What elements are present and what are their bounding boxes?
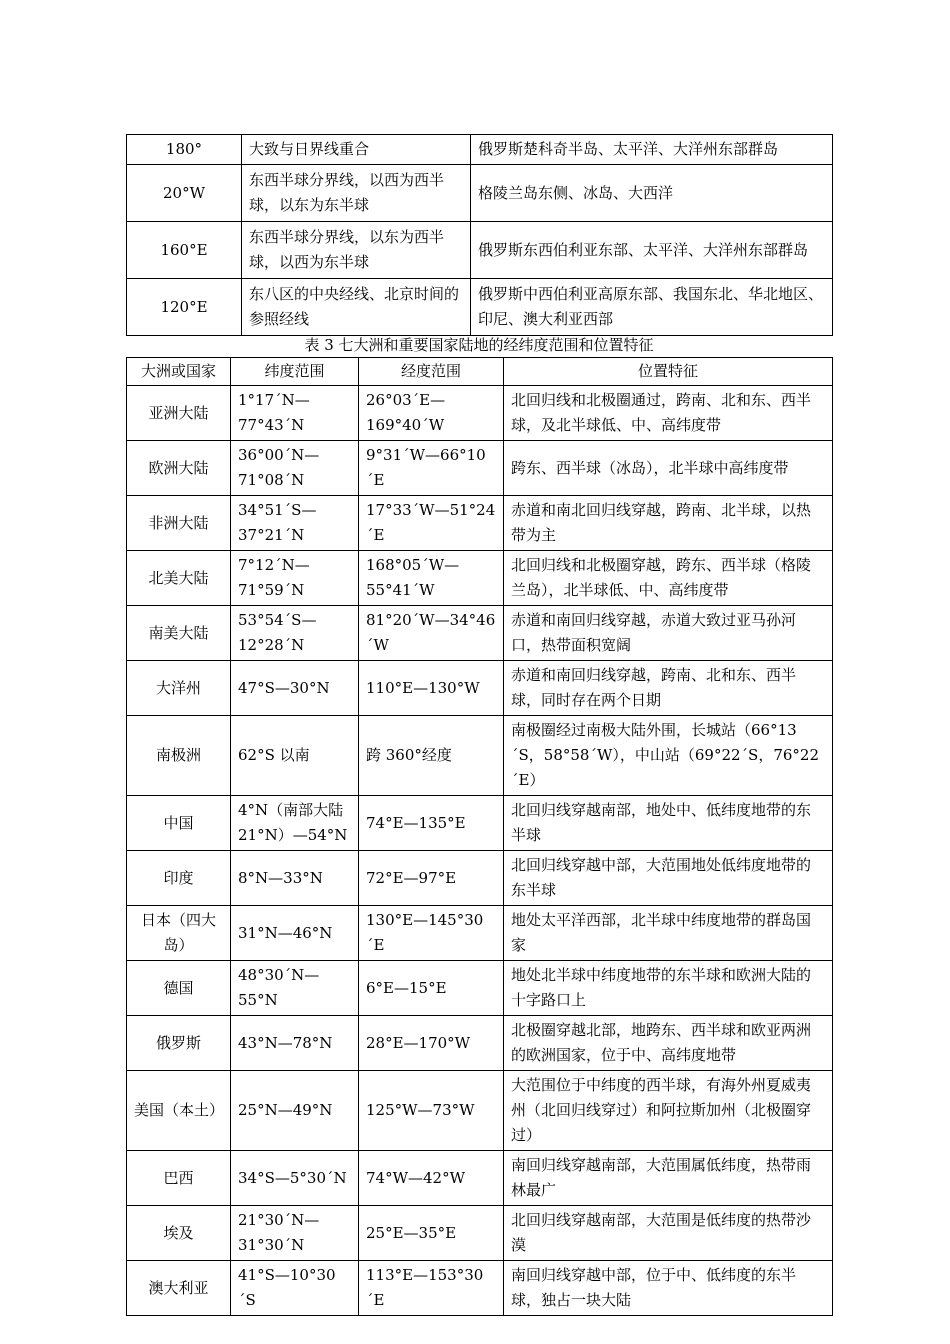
regions-cell: 格陵兰岛东侧、冰岛、大西洋 xyxy=(471,165,833,222)
feature-cell: 北回归线穿越南部，大范围是低纬度的热带沙漠 xyxy=(504,1206,833,1261)
feature-cell: 大范围位于中纬度的西半球，有海外州夏威夷州（北回归线穿过）和阿拉斯加州（北极圈穿过） xyxy=(504,1071,833,1151)
latitude-cell: 8°N—33°N xyxy=(231,851,359,906)
feature-cell: 赤道和南回归线穿越，赤道大致过亚马孙河口，热带面积宽阔 xyxy=(504,606,833,661)
header-latitude: 纬度范围 xyxy=(231,358,359,386)
feature-cell: 赤道和南回归线穿越，跨南、北和东、西半球，同时存在两个日期 xyxy=(504,661,833,716)
table-row xyxy=(127,1261,833,1316)
longitude-cell: 110°E—130°W xyxy=(359,661,504,716)
latitude-cell: 48°30´N—55°N xyxy=(231,961,359,1016)
name-cell: 埃及 xyxy=(127,1206,231,1261)
header-name: 大洲或国家 xyxy=(127,358,231,386)
longitude-cell: 74°W—42°W xyxy=(359,1151,504,1206)
table-row xyxy=(127,496,833,551)
meaning-cell: 东西半球分界线，以西为西半球，以东为东半球 xyxy=(242,165,471,222)
latitude-cell: 62°S 以南 xyxy=(231,716,359,796)
longitude-cell: 168°05´W—55°41´W xyxy=(359,551,504,606)
table-row xyxy=(127,1016,833,1071)
table-row xyxy=(127,796,833,851)
feature-cell: 地处北半球中纬度地带的东半球和欧洲大陆的十字路口上 xyxy=(504,961,833,1016)
longitude-cell: 9°31´W—66°10´E xyxy=(359,441,504,496)
longitude-cell: 72°E—97°E xyxy=(359,851,504,906)
latitude-cell: 36°00´N—71°08´N xyxy=(231,441,359,496)
longitude-cell: 180° xyxy=(127,135,242,165)
latitude-cell: 41°S—10°30´S xyxy=(231,1261,359,1316)
table-caption: 表 3 七大洲和重要国家陆地的经纬度范围和位置特征 xyxy=(304,336,654,354)
meaning-cell: 东八区的中央经线、北京时间的参照经线 xyxy=(242,279,471,336)
longitude-cell: 17°33´W—51°24´E xyxy=(359,496,504,551)
latitude-cell: 25°N—49°N xyxy=(231,1071,359,1151)
longitude-cell: 130°E—145°30´E xyxy=(359,906,504,961)
longitude-cell: 跨 360°经度 xyxy=(359,716,504,796)
table-row xyxy=(127,386,833,441)
meaning-cell: 东西半球分界线，以东为西半球，以西为东半球 xyxy=(242,222,471,279)
latitude-cell: 43°N—78°N xyxy=(231,1016,359,1071)
feature-cell: 北回归线穿越南部，地处中、低纬度地带的东半球 xyxy=(504,796,833,851)
table-row xyxy=(127,441,833,496)
feature-cell: 地处太平洋西部，北半球中纬度地带的群岛国家 xyxy=(504,906,833,961)
table-row xyxy=(127,906,833,961)
regions-cell: 俄罗斯中西伯利亚高原东部、我国东北、华北地区、印尼、澳大利亚西部 xyxy=(471,279,833,336)
table-row xyxy=(127,961,833,1016)
name-cell: 日本（四大岛） xyxy=(127,906,231,961)
table-row xyxy=(127,279,833,336)
table-row xyxy=(127,716,833,796)
meridian-table xyxy=(126,134,833,336)
regions-cell: 俄罗斯东西伯利亚东部、太平洋、大洋州东部群岛 xyxy=(471,222,833,279)
table-row xyxy=(127,1071,833,1151)
table-row xyxy=(127,165,833,222)
table-row xyxy=(127,661,833,716)
table-row xyxy=(127,135,833,165)
longitude-cell: 25°E—35°E xyxy=(359,1206,504,1261)
feature-cell: 赤道和南北回归线穿越，跨南、北半球，以热带为主 xyxy=(504,496,833,551)
header-longitude: 经度范围 xyxy=(359,358,504,386)
feature-cell: 北回归线和北极圈通过，跨南、北和东、西半球，及北半球低、中、高纬度带 xyxy=(504,386,833,441)
longitude-cell: 160°E xyxy=(127,222,242,279)
name-cell: 美国（本土） xyxy=(127,1071,231,1151)
longitude-cell: 120°E xyxy=(127,279,242,336)
name-cell: 巴西 xyxy=(127,1151,231,1206)
name-cell: 俄罗斯 xyxy=(127,1016,231,1071)
longitude-cell: 74°E—135°E xyxy=(359,796,504,851)
feature-cell: 北回归线穿越中部，大范围地处低纬度地带的东半球 xyxy=(504,851,833,906)
longitude-cell: 20°W xyxy=(127,165,242,222)
meaning-cell: 大致与日界线重合 xyxy=(242,135,471,165)
latitude-cell: 4°N（南部大陆 21°N）—54°N xyxy=(231,796,359,851)
feature-cell: 北回归线和北极圈穿越，跨东、西半球（格陵兰岛），北半球低、中、高纬度带 xyxy=(504,551,833,606)
latitude-cell: 53°54´S—12°28´N xyxy=(231,606,359,661)
continents-table xyxy=(126,357,833,1316)
latitude-cell: 7°12´N—71°59´N xyxy=(231,551,359,606)
latitude-cell: 34°51´S—37°21´N xyxy=(231,496,359,551)
longitude-cell: 113°E—153°30´E xyxy=(359,1261,504,1316)
latitude-cell: 21°30´N—31°30´N xyxy=(231,1206,359,1261)
table-row xyxy=(127,1151,833,1206)
longitude-cell: 125°W—73°W xyxy=(359,1071,504,1151)
longitude-cell: 6°E—15°E xyxy=(359,961,504,1016)
latitude-cell: 47°S—30°N xyxy=(231,661,359,716)
name-cell: 亚洲大陆 xyxy=(127,386,231,441)
header-feature: 位置特征 xyxy=(504,358,833,386)
longitude-cell: 28°E—170°W xyxy=(359,1016,504,1071)
latitude-cell: 34°S—5°30´N xyxy=(231,1151,359,1206)
table-row xyxy=(127,1206,833,1261)
feature-cell: 南回归线穿越中部，位于中、低纬度的东半球，独占一块大陆 xyxy=(504,1261,833,1316)
feature-cell: 北极圈穿越北部，地跨东、西半球和欧亚两洲的欧洲国家，位于中、高纬度地带 xyxy=(504,1016,833,1071)
longitude-cell: 26°03´E—169°40´W xyxy=(359,386,504,441)
feature-cell: 南回归线穿越南部，大范围属低纬度，热带雨林最广 xyxy=(504,1151,833,1206)
regions-cell: 俄罗斯楚科奇半岛、太平洋、大洋州东部群岛 xyxy=(471,135,833,165)
table-row xyxy=(127,551,833,606)
header-row xyxy=(127,358,833,386)
feature-cell: 南极圈经过南极大陆外围，长城站（66°13´S，58°58´W），中山站（69°22´S，76°22´E） xyxy=(504,716,833,796)
name-cell: 南极洲 xyxy=(127,716,231,796)
name-cell: 印度 xyxy=(127,851,231,906)
name-cell: 南美大陆 xyxy=(127,606,231,661)
feature-cell: 跨东、西半球（冰岛），北半球中高纬度带 xyxy=(504,441,833,496)
name-cell: 澳大利亚 xyxy=(127,1261,231,1316)
table-row xyxy=(127,606,833,661)
name-cell: 北美大陆 xyxy=(127,551,231,606)
name-cell: 德国 xyxy=(127,961,231,1016)
name-cell: 非洲大陆 xyxy=(127,496,231,551)
name-cell: 中国 xyxy=(127,796,231,851)
table-row xyxy=(127,222,833,279)
name-cell: 大洋州 xyxy=(127,661,231,716)
table-row xyxy=(127,851,833,906)
latitude-cell: 1°17´N—77°43´N xyxy=(231,386,359,441)
name-cell: 欧洲大陆 xyxy=(127,441,231,496)
longitude-cell: 81°20´W—34°46´W xyxy=(359,606,504,661)
latitude-cell: 31°N—46°N xyxy=(231,906,359,961)
